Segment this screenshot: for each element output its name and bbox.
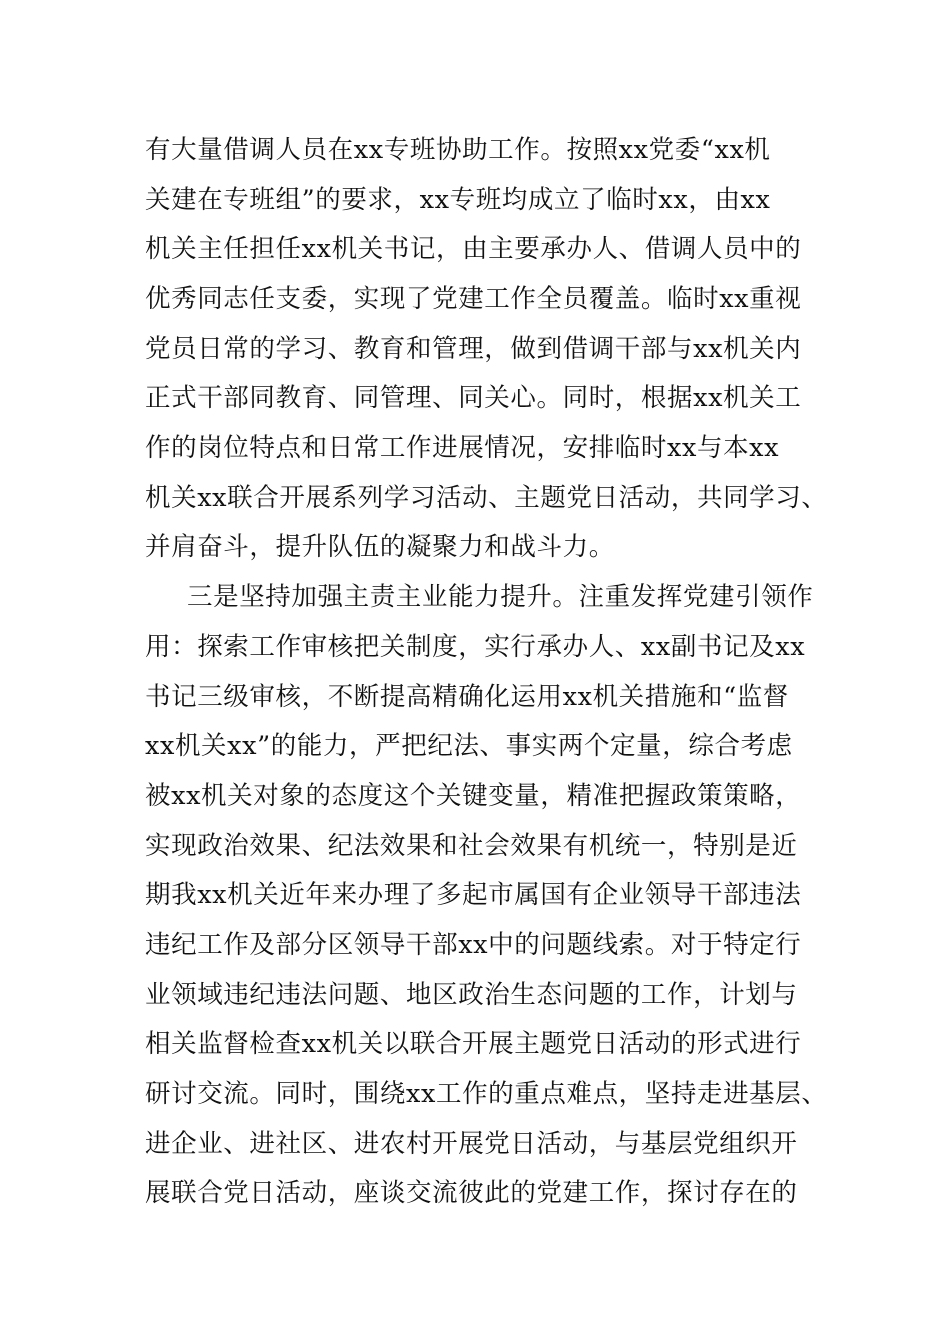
text-line: xx机关xx”的能力，严把纪法、事实两个定量，综合考虑 <box>145 731 793 761</box>
text-line: 被xx机关对象的态度这个关键变量，精准把握政策策略， <box>145 781 802 811</box>
text-line: 党员日常的学习、教育和管理，做到借调干部与xx机关内 <box>145 334 802 364</box>
text-line: 作的岗位特点和日常工作进展情况，安排临时xx与本xx <box>145 433 780 463</box>
text-line: 并肩奋斗，提升队伍的凝聚力和战斗力。 <box>145 532 615 562</box>
text-line: 有大量借调人员在xx专班协助工作。按照xx党委“xx机 <box>145 135 771 165</box>
text-line: 机关xx联合开展系列学习活动、主题党日活动，共同学习、 <box>145 483 828 513</box>
text-line: 进企业、进社区、进农村开展党日活动，与基层党组织开 <box>145 1129 798 1159</box>
paragraph-start-line: 三是坚持加强主责主业能力提升。注重发挥党建引领作 <box>187 582 814 612</box>
text-line: 优秀同志任支委，实现了党建工作全员覆盖。临时xx重视 <box>145 284 802 314</box>
text-line: 实现政治效果、纪法效果和社会效果有机统一，特别是近 <box>145 831 798 861</box>
text-line: 研讨交流。同时，围绕xx工作的重点难点，坚持走进基层、 <box>145 1079 828 1109</box>
text-line: 期我xx机关近年来办理了多起市属国有企业领导干部违法 <box>145 880 802 910</box>
text-line: 违纪工作及部分区领导干部xx中的问题线索。对于特定行 <box>145 930 802 960</box>
text-line: 机关主任担任xx机关书记，由主要承办人、借调人员中的 <box>145 234 802 264</box>
text-line: 用：探索工作审核把关制度，实行承办人、xx副书记及xx <box>145 632 806 662</box>
text-line: 正式干部同教育、同管理、同关心。同时，根据xx机关工 <box>145 383 802 413</box>
text-line: 书记三级审核，不断提高精确化运用xx机关措施和“监督 <box>145 682 789 712</box>
text-line: 关建在专班组”的要求，xx专班均成立了临时xx，由xx <box>145 185 771 215</box>
text-line: 业领域违纪违法问题、地区政治生态问题的工作，计划与 <box>145 980 798 1010</box>
text-line: 展联合党日活动，座谈交流彼此的党建工作，探讨存在的 <box>145 1178 798 1208</box>
text-line: 相关监督检查xx机关以联合开展主题党日活动的形式进行 <box>145 1029 802 1059</box>
